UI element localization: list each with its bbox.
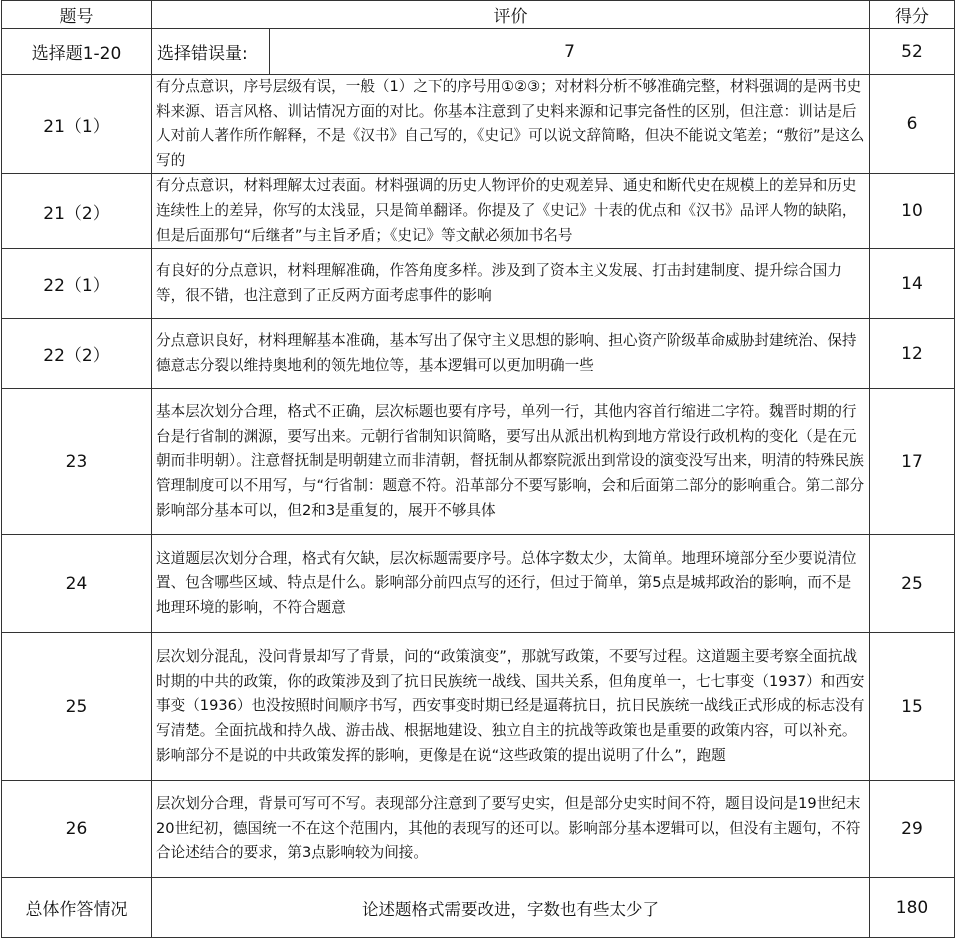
header-row [2, 1, 955, 29]
row-label: 25 [2, 633, 152, 781]
table-row [2, 249, 955, 319]
header-question: 题号 [2, 1, 152, 29]
row-label: 21（2） [2, 174, 152, 249]
row-score: 15 [870, 633, 955, 781]
header-score: 得分 [870, 1, 955, 29]
row-evaluation: 层次划分合理，背景可写可不写。表现部分注意到了要写史实，但是部分史实时间不符，题目设问是19世纪末20世纪初，德国统一不在这个范围内，其他的表现写的还可以。影响部分基本逻辑可以，但没有主题句，不符合论述结合的要求，第3点影响较为间接。 [152, 781, 870, 878]
choice-error-label: 选择错误量: [152, 29, 270, 75]
row-score: 12 [870, 319, 955, 389]
evaluation-table [1, 0, 955, 938]
row-evaluation: 基本层次划分合理，格式不正确，层次标题也要有序号，单列一行，其他内容首行缩进二字符。魏晋时期的行台是行省制的渊源，要写出来。元朝行省制知识简略，要写出从派出机构到地方常设行政机构的变化（是在元朝而非明朝）。注意督抚制是明朝建立而非清朝，督抚制从都察院派出到常设的演变没写出来，明清的特殊民族管理制度可以不用写，与“行省制：题意不符。沿革部分不要写影响，会和后面第二部分的影响重合。第二部分影响部分基本可以，但2和3是重复的，展开不够具体 [152, 389, 870, 535]
row-label: 22（1） [2, 249, 152, 319]
row-label: 23 [2, 389, 152, 535]
row-evaluation: 有分点意识，序号层级有误，一般（1）之下的序号用①②③；对材料分析不够准确完整，材料强调的是两书史料来源、语言风格、训诂情况方面的对比。你基本注意到了史料来源和记事完备性的区别，但注意：训诂是后人对前人著作所作解释，不是《汉书》自己写的，《史记》可以说文辞简略，但决不能说文笔差；“敷衍”是这么写的 [152, 75, 870, 174]
row-score: 6 [870, 75, 955, 174]
table-row [2, 535, 955, 633]
table-row [2, 781, 955, 878]
row-label: 24 [2, 535, 152, 633]
row-evaluation: 层次划分混乱，没问背景却写了背景，问的“政策演变”，那就写政策，不要写过程。这道题主要考察全面抗战时期的中共的政策，你的政策涉及到了抗日民族统一战线、国共关系，但角度单一，七七事变（1937）和西安事变（1936）也没按照时间顺序书写，西安事变时期已经是逼蒋抗日，抗日民族统一战线正式形成的标志没有写清楚。全面抗战和持久战、游击战、根据地建设、独立自主的抗战等政策也是重要的政策内容，可以补充。影响部分不是说的中共政策发挥的影响，更像是在说“这些政策的提出说明了什么”，跑题 [152, 633, 870, 781]
choice-error-count: 7 [270, 29, 870, 75]
row-label: 26 [2, 781, 152, 878]
header-evaluation: 评价 [152, 1, 870, 29]
choice-score: 52 [870, 29, 955, 75]
table-row [2, 633, 955, 781]
row-score: 10 [870, 174, 955, 249]
choice-label: 选择题1-20 [2, 29, 152, 75]
table-row [2, 75, 955, 174]
summary-label: 总体作答情况 [2, 878, 152, 938]
row-evaluation: 分点意识良好，材料理解基本准确，基本写出了保守主义思想的影响、担心资产阶级革命威胁封建统治、保持德意志分裂以维持奥地利的领先地位等，基本逻辑可以更加明确一些 [152, 319, 870, 389]
row-score: 25 [870, 535, 955, 633]
choice-row [2, 29, 955, 75]
row-evaluation: 有良好的分点意识，材料理解准确，作答角度多样。涉及到了资本主义发展、打击封建制度、提升综合国力等，很不错，也注意到了正反两方面考虑事件的影响 [152, 249, 870, 319]
summary-text: 论述题格式需要改进，字数也有些太少了 [152, 878, 870, 938]
row-score: 17 [870, 389, 955, 535]
row-evaluation: 这道题层次划分合理，格式有欠缺，层次标题需要序号。总体字数太少，太简单。地理环境部分至少要说清位置、包含哪些区域、特点是什么。影响部分前四点写的还行，但过于简单，第5点是城邦政治的影响，而不是地理环境的影响，不符合题意 [152, 535, 870, 633]
row-label: 22（2） [2, 319, 152, 389]
row-label: 21（1） [2, 75, 152, 174]
row-evaluation: 有分点意识，材料理解太过表面。材料强调的历史人物评价的史观差异、通史和断代史在规模上的差异和历史连续性上的差异，你写的太浅显，只是简单翻译。你提及了《史记》十表的优点和《汉书》品评人物的缺陷，但是后面那句“后继者”与主旨矛盾；《史记》等文献必须加书名号 [152, 174, 870, 249]
table-row [2, 389, 955, 535]
summary-row [2, 878, 955, 938]
row-score: 14 [870, 249, 955, 319]
table-row [2, 319, 955, 389]
summary-score: 180 [870, 878, 955, 938]
table-row [2, 174, 955, 249]
row-score: 29 [870, 781, 955, 878]
